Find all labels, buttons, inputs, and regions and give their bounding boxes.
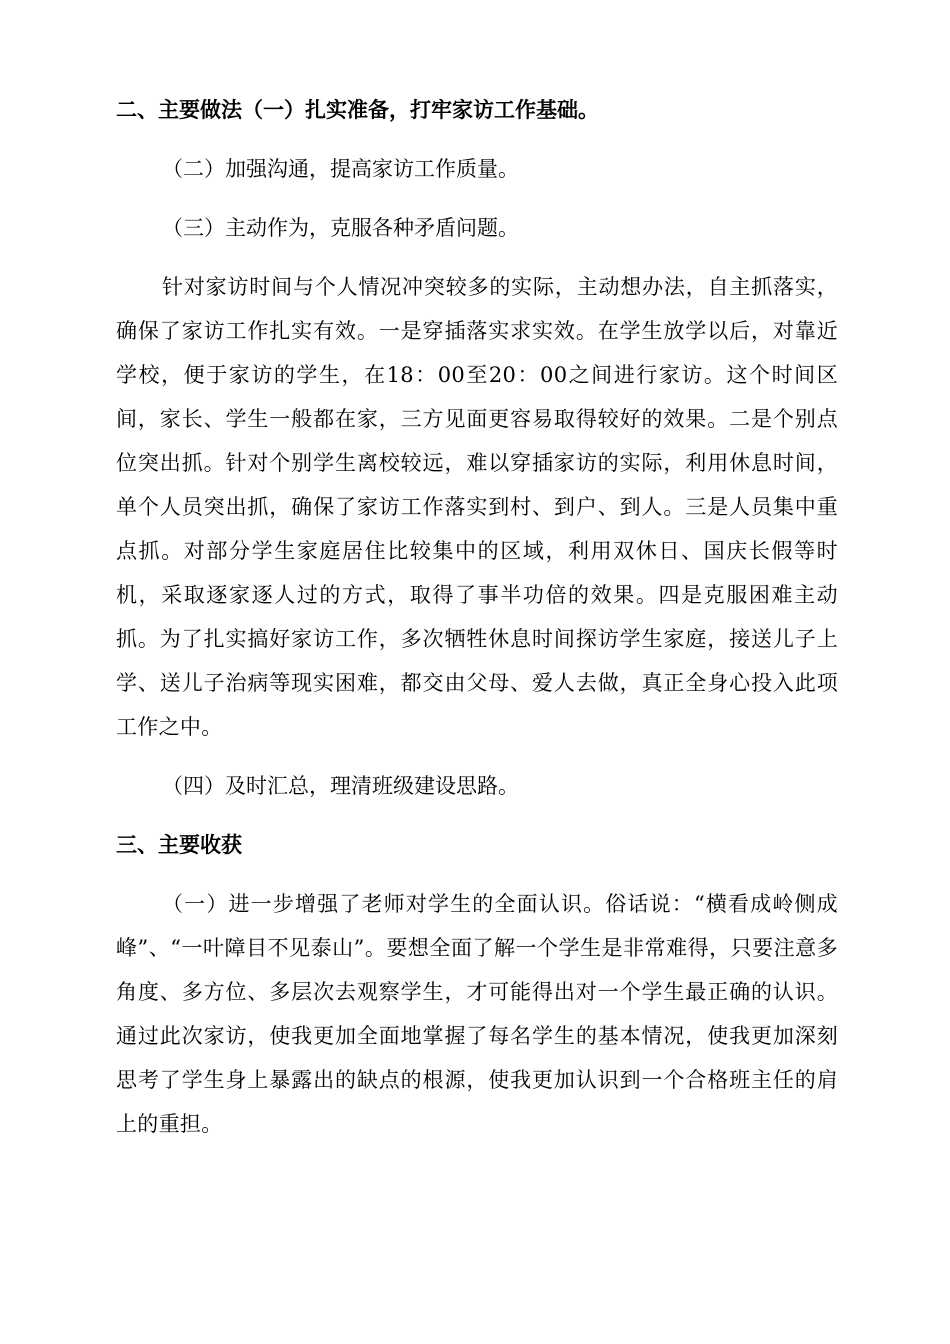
section-2-paragraph: 针对家访时间与个人情况冲突较多的实际，主动想办法，自主抓落实，确保了家访工作扎实有效。一是穿插落实求实效。在学生放学以后，对靠近学校，便于家访的学生，在18：00至20：00之间进行家访。这个时间区间，家长、学生一般都在家，三方见面更容易取得较好的效果。二是个别点位突出抓。针对个别学生离校较远，难以穿插家访的实际，利用休息时间，单个人员突出抓，确保了家访工作落实到村、到户、到人。三是人员集中重点抓。对部分学生家庭居住比较集中的区域，利用双休日、国庆长假等时机，采取逐家逐人过的方式，取得了事半功倍的效果。四是克服困难主动抓。为了扎实搞好家访工作，多次牺牲休息时间探访学生家庭，接送儿子上学、送儿子治病等现实困难，都交由父母、爱人去做，真正全身心投入此项工作之中。 [116, 275, 838, 739]
document-body [116, 88, 838, 1161]
section-2-heading: 二、主要做法（一）扎实准备，打牢家访工作基础。 [116, 97, 599, 122]
section-2-item-3: （三）主动作为，克服各种矛盾问题。 [162, 216, 519, 240]
section-3-heading: 三、主要收获 [116, 832, 242, 857]
section-2-item-4: （四）及时汇总，理清班级建设思路。 [162, 774, 519, 798]
section-2-item-2: （二）加强沟通，提高家访工作质量。 [162, 157, 519, 181]
section-3-paragraph: （一）进一步增强了老师对学生的全面认识。俗话说：“横看成岭侧成峰”、“一叶障目不见泰山”。要想全面了解一个学生是非常难得，只要注意多角度、多方位、多层次去观察学生，才可能得出对一个学生最正确的认识。通过此次家访，使我更加全面地掌握了每名学生的基本情况，使我更加深刻思考了学生身上暴露出的缺点的根源，使我更加认识到一个合格班主任的肩上的重担。 [116, 892, 838, 1136]
